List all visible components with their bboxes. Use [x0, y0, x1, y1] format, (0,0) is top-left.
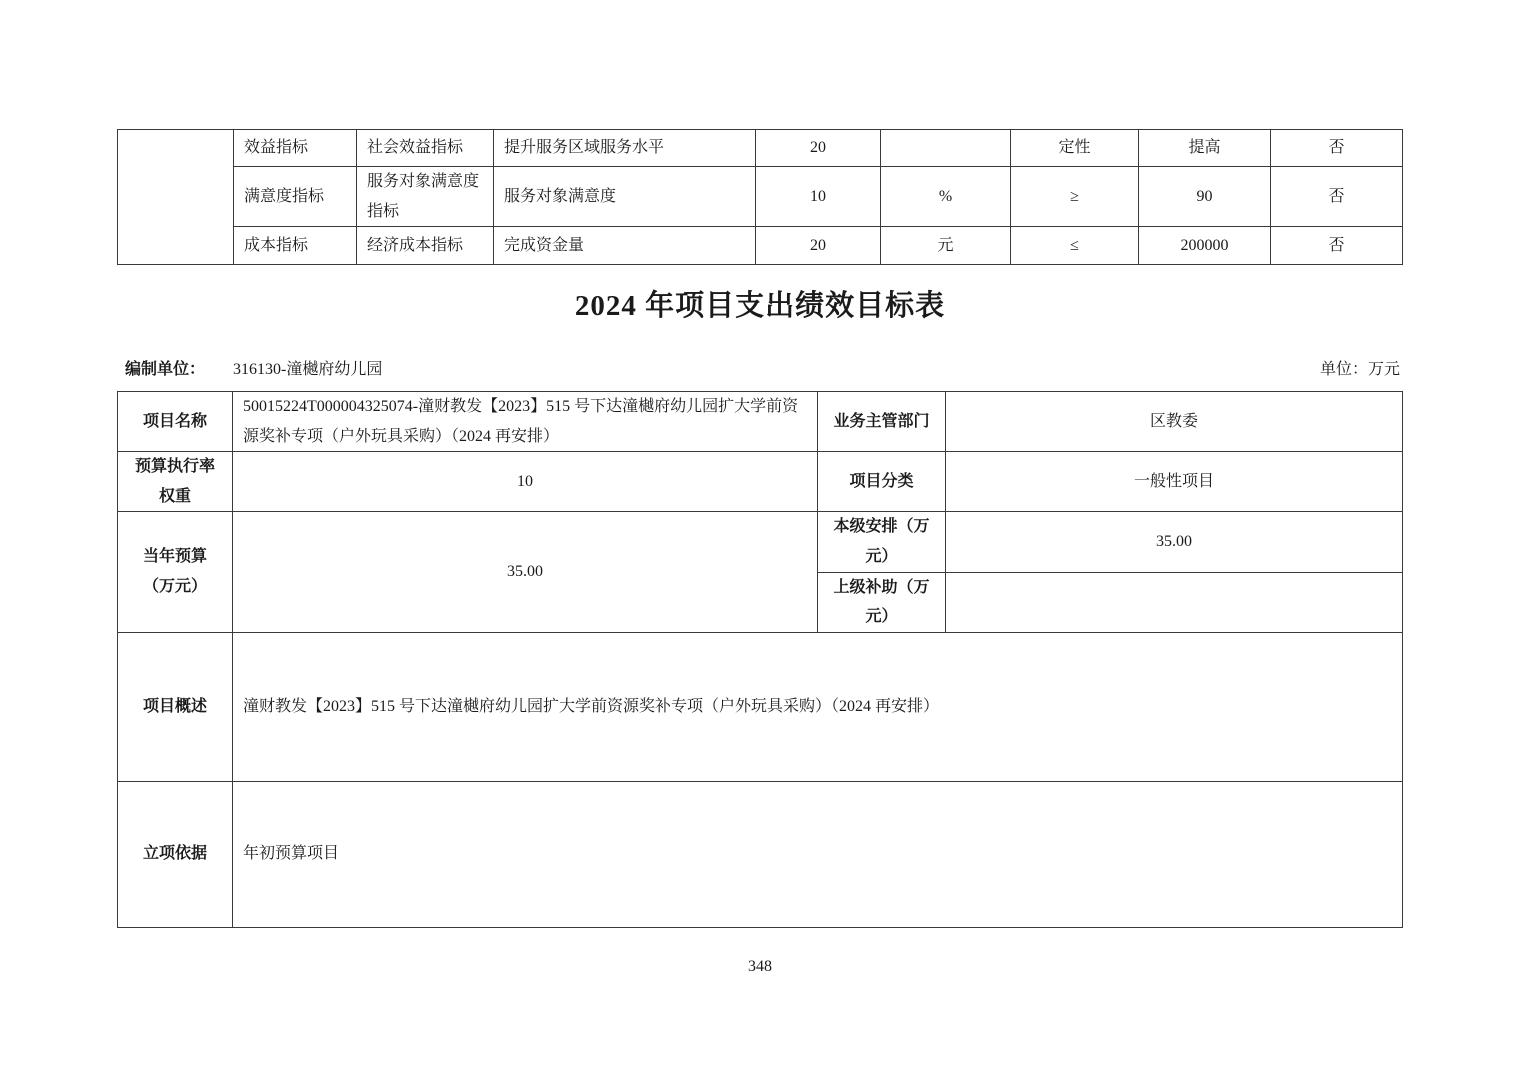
- indicator-row: [118, 167, 1403, 227]
- indicator-category: 成本指标: [234, 227, 357, 265]
- basis-value: 年初预算项目: [233, 781, 1403, 927]
- indicator-target: 200000: [1139, 227, 1271, 265]
- indicator-comparison: ≥: [1011, 167, 1139, 227]
- indicator-comparison: 定性: [1011, 130, 1139, 167]
- indicator-table: [117, 129, 1403, 265]
- indicator-subcategory: 服务对象满意度指标: [357, 167, 494, 227]
- indicator-name: 完成资金量: [494, 227, 756, 265]
- dept-value: 区教委: [946, 392, 1403, 452]
- indicator-row: [118, 227, 1403, 265]
- indicator-target: 提高: [1139, 130, 1271, 167]
- prepared-by-value: 316130-潼樾府幼儿园: [233, 361, 383, 378]
- indicator-unit: %: [881, 167, 1011, 227]
- indicator-name: 提升服务区域服务水平: [494, 130, 756, 167]
- indicator-weight: 20: [756, 130, 881, 167]
- project-name-label: 项目名称: [118, 392, 233, 452]
- indicator-unit: 元: [881, 227, 1011, 265]
- dept-label: 业务主管部门: [818, 392, 946, 452]
- table-row: [118, 781, 1403, 927]
- annual-budget-label: 当年预算（万元）: [118, 512, 233, 632]
- indicator-category: 效益指标: [234, 130, 357, 167]
- table-row: [118, 632, 1403, 781]
- prepared-by-label: 编制单位：: [125, 361, 206, 378]
- overview-value: 潼财教发【2023】515 号下达潼樾府幼儿园扩大学前资源奖补专项（户外玩具采购）（2024 再安排）: [233, 632, 1403, 781]
- page-title: 2024 年项目支出绩效目标表: [574, 290, 946, 322]
- indicator-unit: [881, 130, 1011, 167]
- indicator-row: [118, 130, 1403, 167]
- indicator-subcategory: 社会效益指标: [357, 130, 494, 167]
- local-arrangement-value: 35.00: [946, 512, 1403, 572]
- indicator-subcategory: 经济成本指标: [357, 227, 494, 265]
- meta-row: [117, 356, 1402, 379]
- project-name-value: 50015224T000004325074-潼财教发【2023】515 号下达潼樾府幼儿园扩大学前资源奖补专项（户外玩具采购）（2024 再安排）: [233, 392, 818, 452]
- local-arrangement-label: 本级安排（万元）: [818, 512, 946, 572]
- indicator-group-cell: [118, 130, 234, 265]
- superior-subsidy-value: [946, 572, 1403, 632]
- category-label: 项目分类: [818, 452, 946, 512]
- table-row: [118, 512, 1403, 572]
- indicator-weight: 10: [756, 167, 881, 227]
- basis-label: 立项依据: [118, 781, 233, 927]
- annual-budget-value: 35.00: [233, 512, 818, 632]
- indicator-category: 满意度指标: [234, 167, 357, 227]
- project-table: [117, 391, 1403, 928]
- indicator-weight: 20: [756, 227, 881, 265]
- indicator-comparison: ≤: [1011, 227, 1139, 265]
- table-row: [118, 452, 1403, 512]
- indicator-flag: 否: [1271, 167, 1403, 227]
- page-number: 348: [748, 958, 772, 975]
- category-value: 一般性项目: [946, 452, 1403, 512]
- overview-label: 项目概述: [118, 632, 233, 781]
- unit-label: 单位：万元: [1319, 361, 1400, 378]
- indicator-name: 服务对象满意度: [494, 167, 756, 227]
- indicator-flag: 否: [1271, 130, 1403, 167]
- indicator-target: 90: [1139, 167, 1271, 227]
- exec-rate-value: 10: [233, 452, 818, 512]
- exec-rate-label: 预算执行率权重: [118, 452, 233, 512]
- superior-subsidy-label: 上级补助（万元）: [818, 572, 946, 632]
- table-row: [118, 392, 1403, 452]
- indicator-flag: 否: [1271, 227, 1403, 265]
